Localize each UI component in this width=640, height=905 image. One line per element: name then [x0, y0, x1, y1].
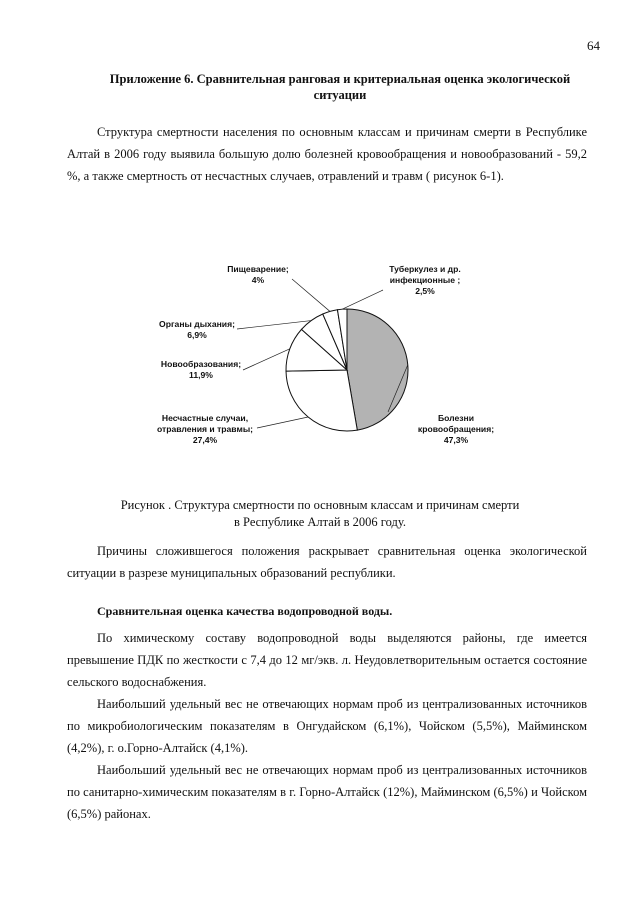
pie-label-line: инфекционные ;	[389, 275, 461, 285]
pie-label-line: 27,4%	[192, 435, 218, 445]
pie-label-accidents	[157, 413, 253, 445]
figure-caption	[60, 497, 580, 531]
paragraph-sanitary: Наибольший удельный вес не отвечающих нормам проб из централизованных источников по санитарно-химическим показателям в г. Горно-Алтайск (12%), Майминском (6,5%) и Чойском (6,5%) районах.	[67, 763, 587, 821]
pie-label-line: Новообразования;	[160, 359, 242, 369]
paragraph-chemical: По химическому составу водопроводной воды выделяются районы, где имеется превышение ПДК по жесткости с 7,4 до 12 мг/экв. л. Неудовлетворительным остается состояние сельского водоснабжения.	[67, 631, 587, 689]
appendix-title-line1: Приложение 6. Сравнительная ранговая и критериальная оценка экологической	[109, 72, 571, 86]
pie-label-neoplasms	[161, 359, 241, 380]
pie-label-circulatory	[418, 413, 494, 445]
pie-slice-circulatory	[347, 309, 408, 430]
figure-caption-line1: Рисунок . Структура смертности по основным классам и причинам смерти	[120, 498, 520, 512]
pie-label-line: 2,5%	[415, 286, 435, 296]
appendix-title-line2: ситуации	[313, 88, 367, 102]
paragraph-microbiological: Наибольший удельный вес не отвечающих нормам проб из централизованных источников по микробиологическим показателям в Онгудайском (6,1%), Чойском (5,5%), Майминском (4,2%), г. о.Горно-Алтайск (4,1%).	[67, 697, 587, 755]
pie-label-respiratory	[159, 319, 235, 340]
leader-line-tuberculosis	[342, 290, 383, 309]
figure-caption-line2: в Республике Алтай в 2006 году.	[234, 515, 406, 529]
leader-line-accidents	[257, 417, 308, 428]
pie-label-line: отравления и травмы;	[156, 424, 254, 434]
pie-label-line: Болезни	[437, 413, 475, 423]
page-number: 64	[587, 38, 600, 53]
leader-line-digestion	[292, 279, 330, 311]
pie-label-line: 47,3%	[443, 435, 469, 445]
pie-slice-accidents	[286, 370, 357, 431]
pie-label-line: 11,9%	[189, 370, 213, 380]
pie-label-line: 6,9%	[187, 330, 207, 340]
pie-label-line: Органы дыхания;	[159, 319, 235, 329]
leader-line-neoplasms	[243, 349, 290, 370]
pie-label-line: Несчастные случаи,	[161, 413, 249, 423]
pie-label-digestion	[227, 264, 289, 285]
pie-label-tuberculosis	[389, 264, 461, 296]
leader-line-respiratory	[237, 321, 311, 329]
pie-label-line: кровообращения;	[417, 424, 495, 434]
pie-label-line: 4%	[251, 275, 265, 285]
paragraph-causes: Причины сложившегося положения раскрывает сравнительная оценка экологической ситуации в разрезе муниципальных образований республики.	[67, 544, 587, 580]
section-heading: Сравнительная оценка качества водопроводной воды.	[97, 604, 393, 618]
pie-label-line: Пищеварение;	[227, 264, 289, 274]
pie-label-line: Туберкулез и др.	[389, 264, 461, 274]
intro-paragraph: Структура смертности населения по основным классам и причинам смерти в Республике Алтай в 2006 году выявила большую долю болезней кровообращения и новообразований - 59,2 %, а также смертность от несчастных случаев, отравлений и травм ( рисунок 6-1).	[67, 125, 587, 183]
